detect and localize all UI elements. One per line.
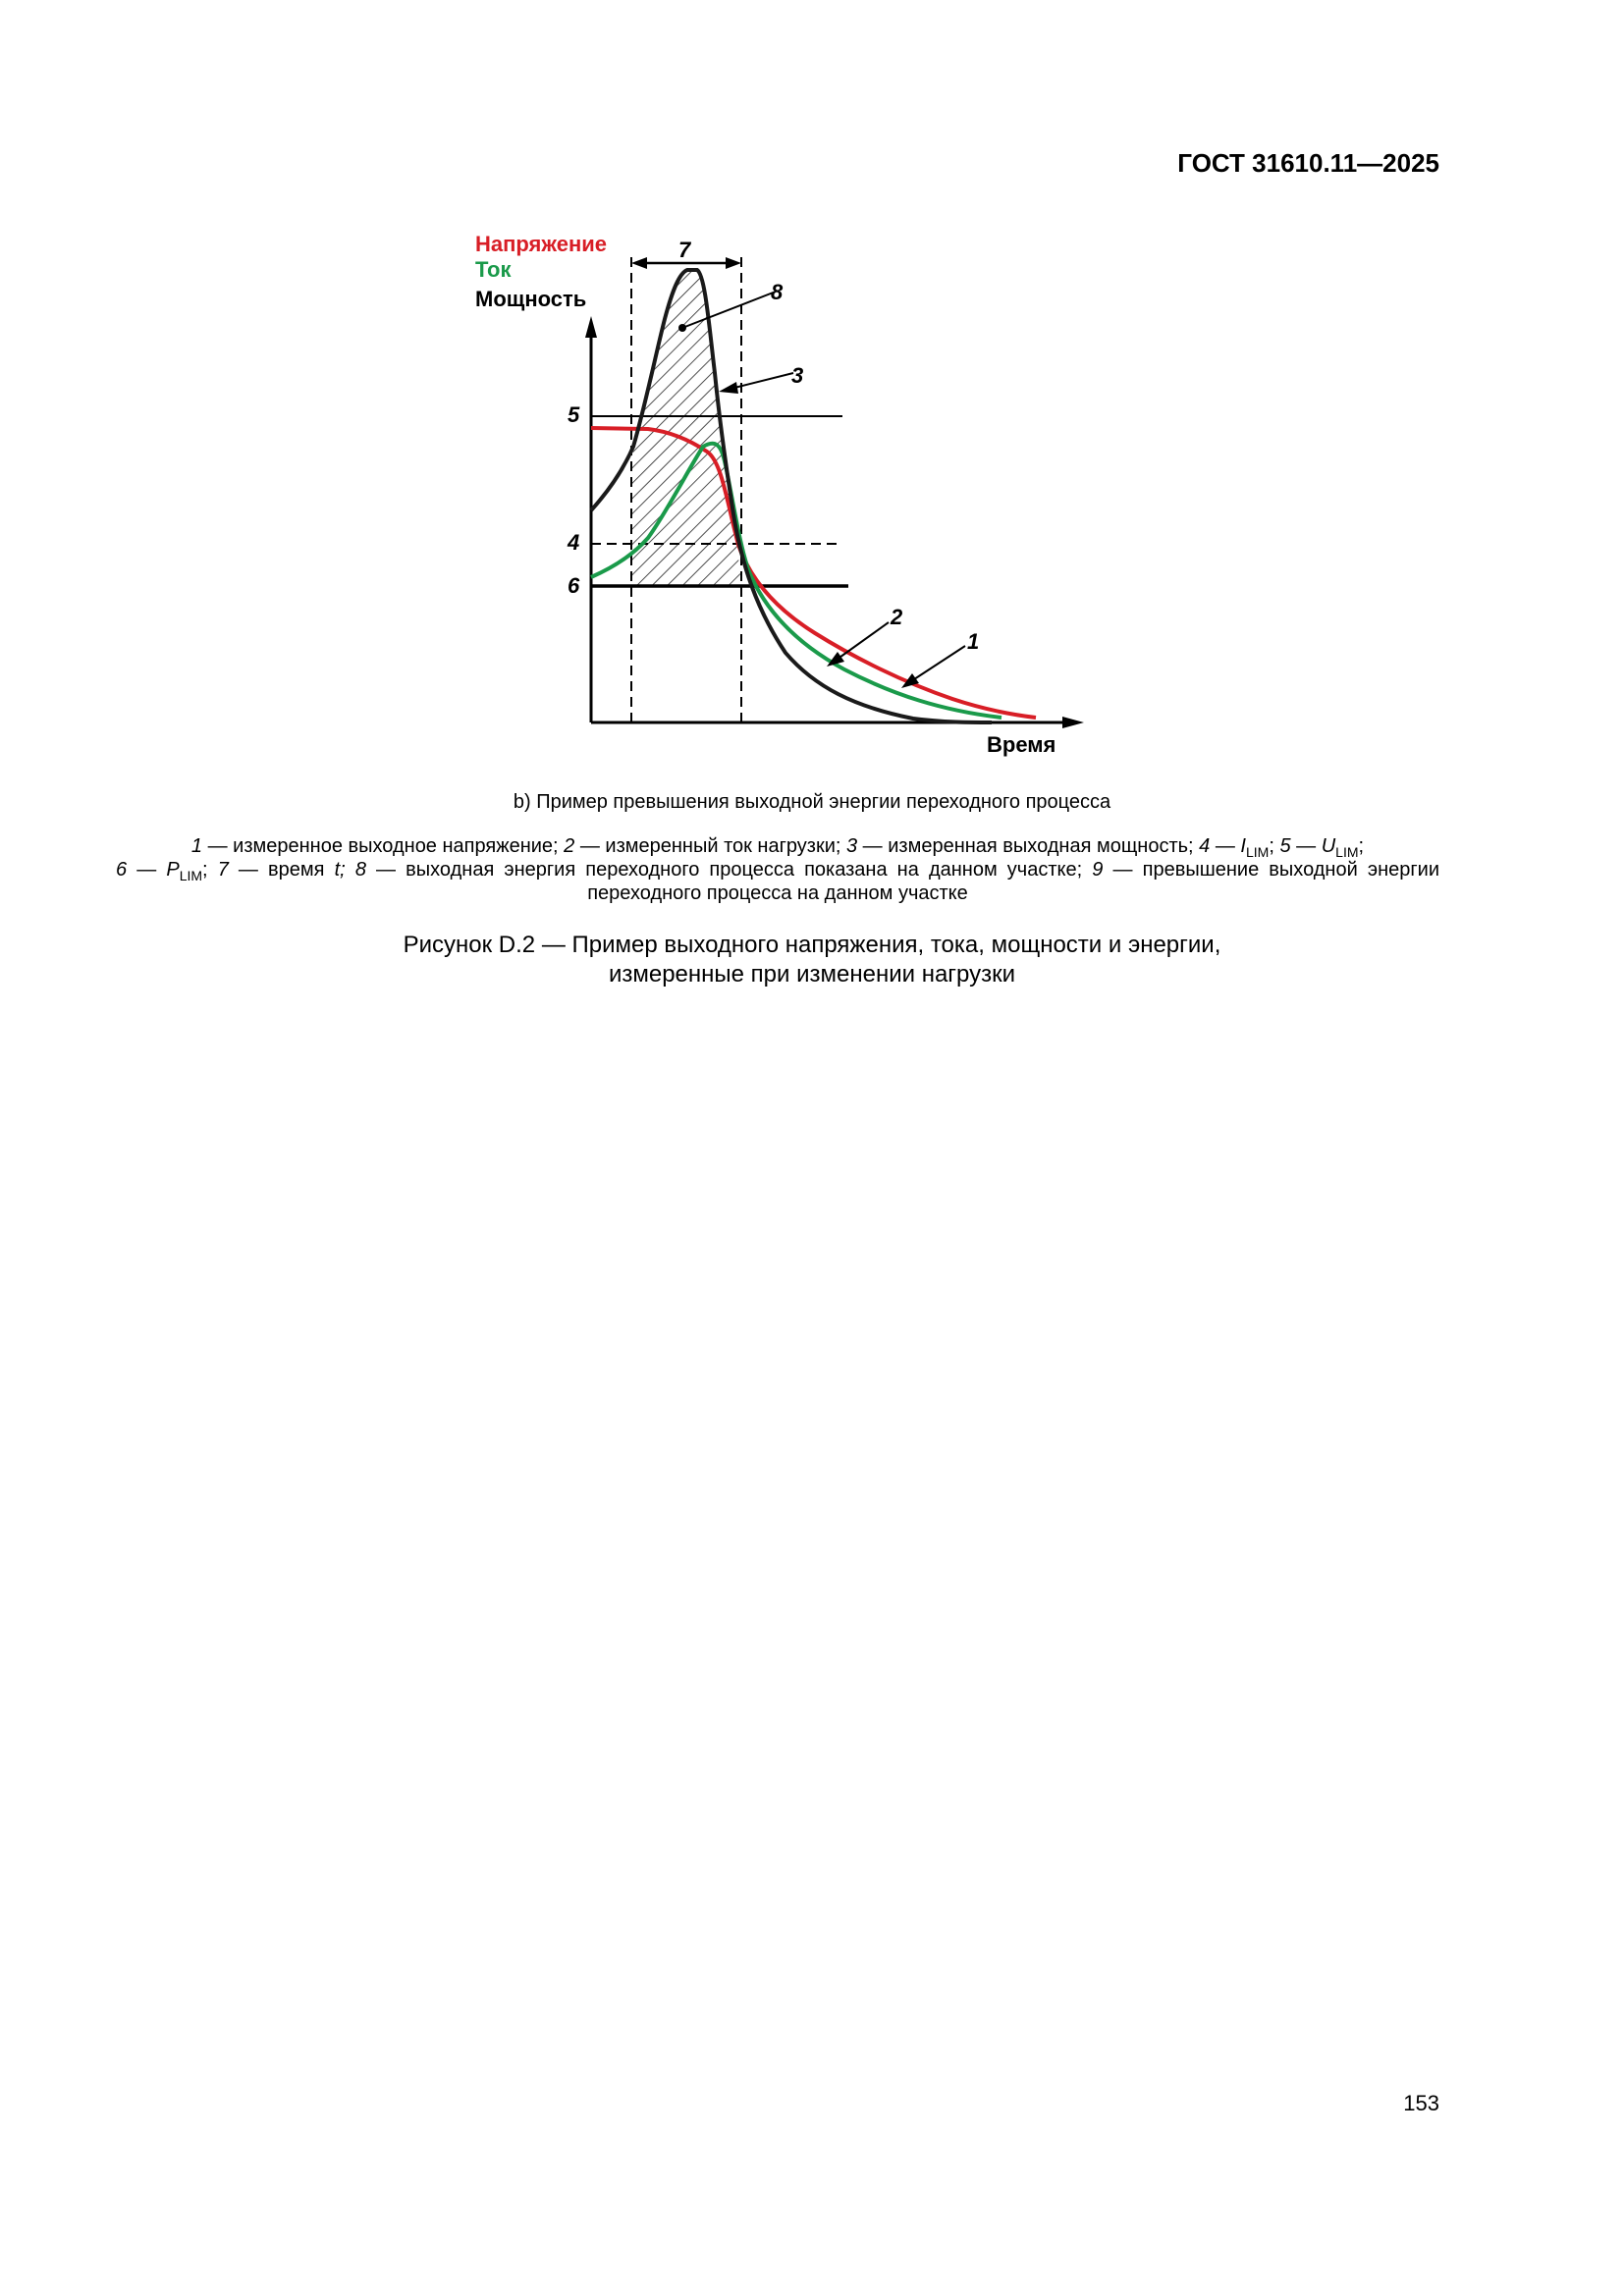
figure-legend <box>116 834 1439 905</box>
legend-title-power: Мощность <box>475 287 587 311</box>
callout-arrowhead-power <box>719 382 738 394</box>
callout-label-voltage: 1 <box>967 629 980 654</box>
callout-leader-power <box>731 373 793 389</box>
y-axis-arrow <box>585 316 597 338</box>
page-number: 153 <box>1403 2091 1439 2115</box>
figure-caption <box>0 931 1624 989</box>
legend-num-2: 2 <box>564 835 575 857</box>
legend-num-4: 4 <box>1199 835 1211 857</box>
legend-text-6: — <box>127 859 167 881</box>
callout-leader-voltage <box>911 646 965 681</box>
legend-title-voltage: Напряжение <box>475 232 607 256</box>
interval-arrow-right-head <box>726 257 741 269</box>
legend-title-current: Ток <box>475 257 512 282</box>
legend-text-3: — измеренная выходная мощность; <box>857 835 1200 857</box>
legend-num-3: 3 <box>846 835 858 857</box>
legend-text-8: — выходная энергия переходного процесса показана на данном участке; <box>365 859 1093 881</box>
x-axis-arrow <box>1062 717 1084 728</box>
legend-text-2: — измеренный ток нагрузки; <box>574 835 846 857</box>
legend-subscript-4: LIM <box>1245 844 1270 860</box>
legend-symbol-5: U <box>1321 835 1336 857</box>
legend-sep-6: ; <box>202 859 218 881</box>
legend-num-6: 6 <box>116 859 128 881</box>
legend-sep-4: ; <box>1269 835 1280 857</box>
document-number: ГОСТ 31610.11—2025 <box>1177 148 1439 178</box>
interval-arrow-left-head <box>631 257 647 269</box>
callout-label-current: 2 <box>891 605 903 629</box>
legend-sep-7 <box>346 859 355 881</box>
callout-dot-energy <box>678 324 686 332</box>
legend-symbol-7: t; <box>334 859 346 881</box>
level-label-ilim: 4 <box>568 530 580 555</box>
legend-num-9: 9 <box>1092 859 1104 881</box>
legend-text-4: — <box>1210 835 1241 857</box>
transient-diagram <box>442 216 1110 766</box>
legend-text-7: — время <box>228 859 335 881</box>
legend-subscript-6: LIM <box>179 868 203 883</box>
legend-num-1: 1 <box>190 835 203 857</box>
legend-subscript-5: LIM <box>1335 844 1359 860</box>
legend-text-5: — <box>1290 835 1322 857</box>
callout-label-interval: 7 <box>678 238 691 262</box>
level-label-plim: 6 <box>568 573 580 598</box>
figure-caption-line-2: измеренные при изменении нагрузки <box>608 961 1016 988</box>
figure-caption-line-1: Рисунок D.2 — Пример выходного напряжения, тока, мощности и энергии, <box>403 932 1221 958</box>
callout-label-power: 3 <box>791 363 804 388</box>
legend-text-9: — превышение выходной энергии переходного процесса на данном участке <box>587 859 1440 904</box>
x-axis-label: Время <box>987 732 1056 757</box>
legend-sep-5: ; <box>1358 835 1365 857</box>
callout-leader-current <box>837 622 889 660</box>
figure-subcaption: b) Пример превышения выходной энергии переходного процесса <box>513 791 1111 813</box>
legend-symbol-6: P <box>166 859 180 881</box>
legend-text-1: — измеренное выходное напряжение; <box>202 835 565 857</box>
callout-label-energy: 8 <box>771 280 784 304</box>
legend-num-8: 8 <box>354 859 366 881</box>
legend-num-7: 7 <box>217 859 229 881</box>
level-label-ulim: 5 <box>568 402 580 427</box>
legend-symbol-4: I <box>1240 835 1246 857</box>
legend-num-5: 5 <box>1279 835 1291 857</box>
